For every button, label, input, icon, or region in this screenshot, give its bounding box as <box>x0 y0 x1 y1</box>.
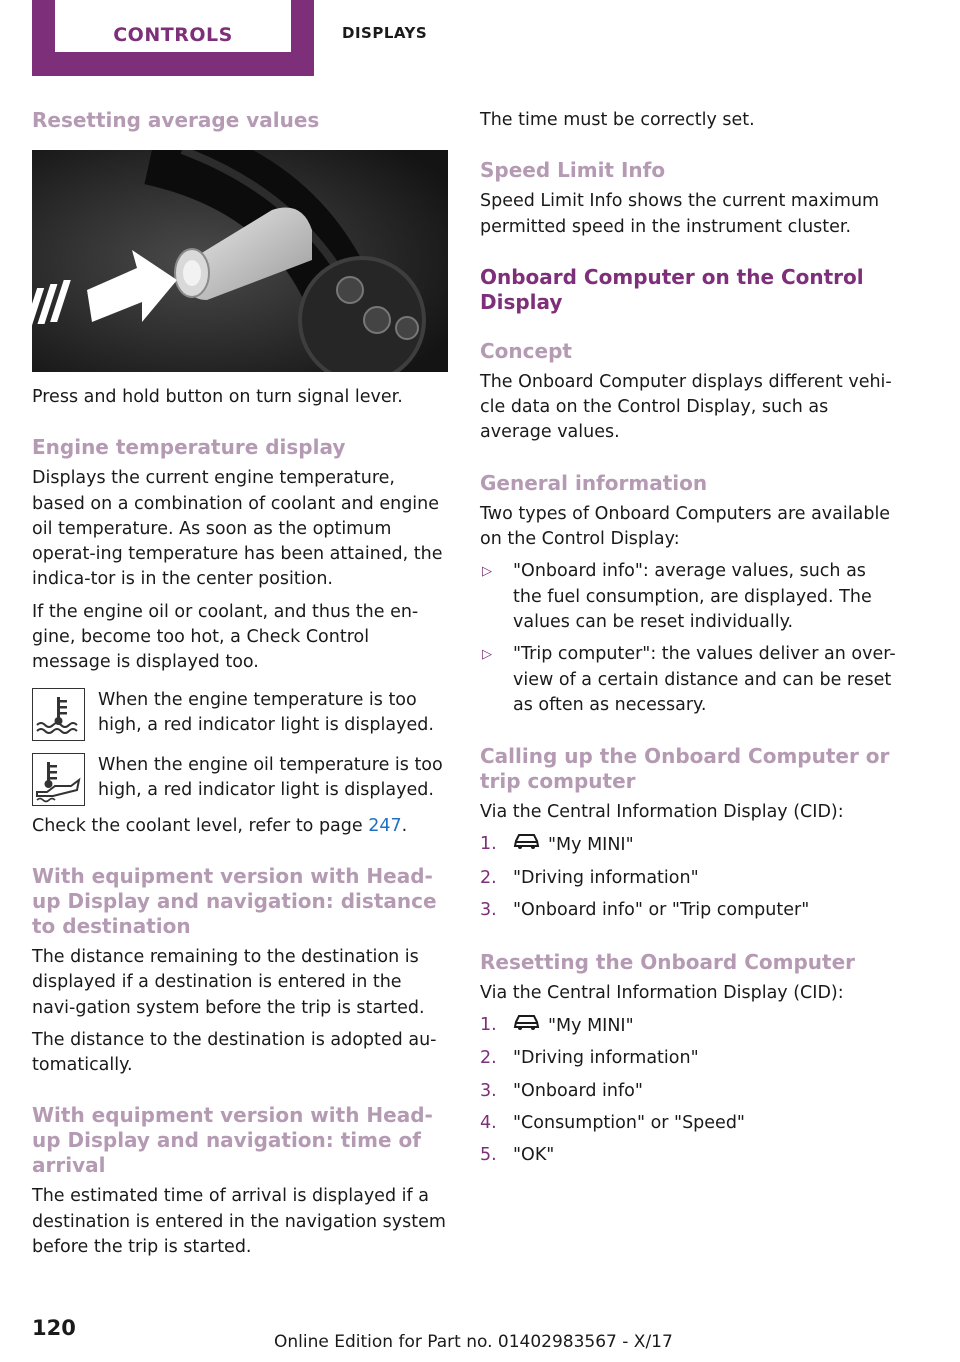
step-text: "OK" <box>513 1145 555 1166</box>
check-coolant-period: . <box>401 815 408 836</box>
heading-hud-distance: With equipment version with Head-up Display and navigation: distance to destination <box>32 863 437 938</box>
calling-steps <box>480 832 900 923</box>
indicator-oil-text: When the engine oil temperature is too high, a red indicator light is displayed. <box>98 754 443 800</box>
engine-temp-paragraph-1: Displays the current engine temperature, based on a combination of coolant and engine oil temperature. As soon as the optimum operat-ing temperature has been attained, the indica-tor is in the center position. <box>32 468 443 590</box>
left-column <box>32 108 448 1267</box>
step-text: "Consumption" or "Speed" <box>513 1112 745 1133</box>
heading-onboard-computer: Onboard Computer on the Control Display <box>480 264 864 314</box>
step-number: 5. <box>480 1145 497 1166</box>
page-247-link[interactable]: 247 <box>368 815 402 836</box>
speed-limit-paragraph: Speed Limit Info shows the current maximum permitted speed in the instrument cluster. <box>480 191 880 237</box>
heading-calling-up: Calling up the Onboard Computer or trip computer <box>480 744 890 794</box>
list-item <box>480 1013 900 1039</box>
heading-engine-temperature: Engine temperature display <box>32 435 346 460</box>
car-icon <box>513 832 540 858</box>
step-number: 2. <box>480 867 497 888</box>
list-item <box>480 1111 900 1136</box>
hud-distance-paragraph-2: The distance to the destination is adopted au-tomatically. <box>32 1029 437 1076</box>
heading-concept: Concept <box>480 338 572 363</box>
list-item <box>480 1079 900 1104</box>
step-number: 1. <box>480 1014 497 1035</box>
step-text: "Onboard info" <box>513 1080 643 1101</box>
caption-press-hold: Press and hold button on turn signal lever. <box>32 387 403 407</box>
resetting-steps <box>480 1013 900 1169</box>
resetting-intro: Via the Central Information Display (CID): <box>480 982 844 1003</box>
general-paragraph: Two types of Onboard Computers are available on the Control Display: <box>480 503 891 550</box>
hud-distance-paragraph-1: The distance remaining to the destination is displayed if a destination is entered in the navi-gation system before the trip is started. <box>32 946 425 1018</box>
list-item <box>480 1143 900 1168</box>
general-bullet-list <box>480 559 900 718</box>
step-text: "Driving information" <box>513 1048 699 1069</box>
triangle-bullet-icon: ▷ <box>482 647 492 663</box>
list-item <box>480 866 900 891</box>
step-text: "My MINI" <box>548 835 634 856</box>
indicator-oil-row <box>32 753 448 806</box>
check-coolant-line <box>32 814 448 839</box>
step-number: 2. <box>480 1048 497 1069</box>
page-number: 120 <box>32 1316 76 1340</box>
list-item <box>480 832 900 858</box>
step-text: "My MINI" <box>548 1015 634 1036</box>
engine-temp-paragraph-2: If the engine oil or coolant, and thus the en-gine, become too hot, a Check Control message is displayed too. <box>32 601 419 673</box>
coolant-temperature-icon <box>32 688 85 741</box>
time-note: The time must be correctly set. <box>480 110 755 130</box>
step-number: 3. <box>480 900 497 921</box>
turn-signal-lever-photo <box>32 150 448 372</box>
hud-arrival-paragraph-1: The estimated time of arrival is displayed if a destination is entered in the navigation system before the trip is started. <box>32 1186 446 1258</box>
car-icon <box>513 1013 540 1039</box>
tab-displays[interactable]: DISPLAYS <box>342 24 428 42</box>
engine-oil-temperature-icon <box>32 753 85 806</box>
step-number: 3. <box>480 1080 497 1101</box>
list-item <box>480 898 900 923</box>
bullet-text: "Onboard info": average values, such as the fuel consumption, are displayed. The values can be reset individually. <box>513 561 872 632</box>
step-text: "Onboard info" or "Trip computer" <box>513 900 810 921</box>
tab-controls[interactable]: CONTROLS <box>55 0 291 52</box>
right-column <box>480 108 900 1176</box>
triangle-bullet-icon: ▷ <box>482 564 492 580</box>
indicator-coolant-text: When the engine temperature is too high, a red indicator light is displayed. <box>98 689 434 735</box>
list-item <box>480 642 900 718</box>
bullet-text: "Trip computer": the values deliver an over-view of a certain distance and can be reset as often as necessary. <box>513 644 896 715</box>
heading-hud-arrival: With equipment version with Head-up Display and navigation: time of arrival <box>32 1103 433 1178</box>
calling-intro: Via the Central Information Display (CID): <box>480 802 844 823</box>
concept-paragraph: The Onboard Computer displays different vehi-cle data on the Control Display, such as average values. <box>480 371 892 443</box>
indicator-coolant-row <box>32 688 448 741</box>
check-coolant-text: Check the coolant level, refer to page <box>32 815 369 836</box>
heading-resetting-average-values: Resetting average values <box>32 108 320 132</box>
step-text: "Driving information" <box>513 867 699 888</box>
step-number: 4. <box>480 1112 497 1133</box>
edition-footer: Online Edition for Part no. 01402983567 - X/17 <box>274 1332 673 1352</box>
heading-speed-limit-info: Speed Limit Info <box>480 158 666 183</box>
list-item <box>480 559 900 635</box>
heading-resetting-onboard-computer: Resetting the Onboard Computer <box>480 949 855 974</box>
list-item <box>480 1046 900 1071</box>
heading-general-information: General information <box>480 470 708 495</box>
step-number: 1. <box>480 834 497 855</box>
